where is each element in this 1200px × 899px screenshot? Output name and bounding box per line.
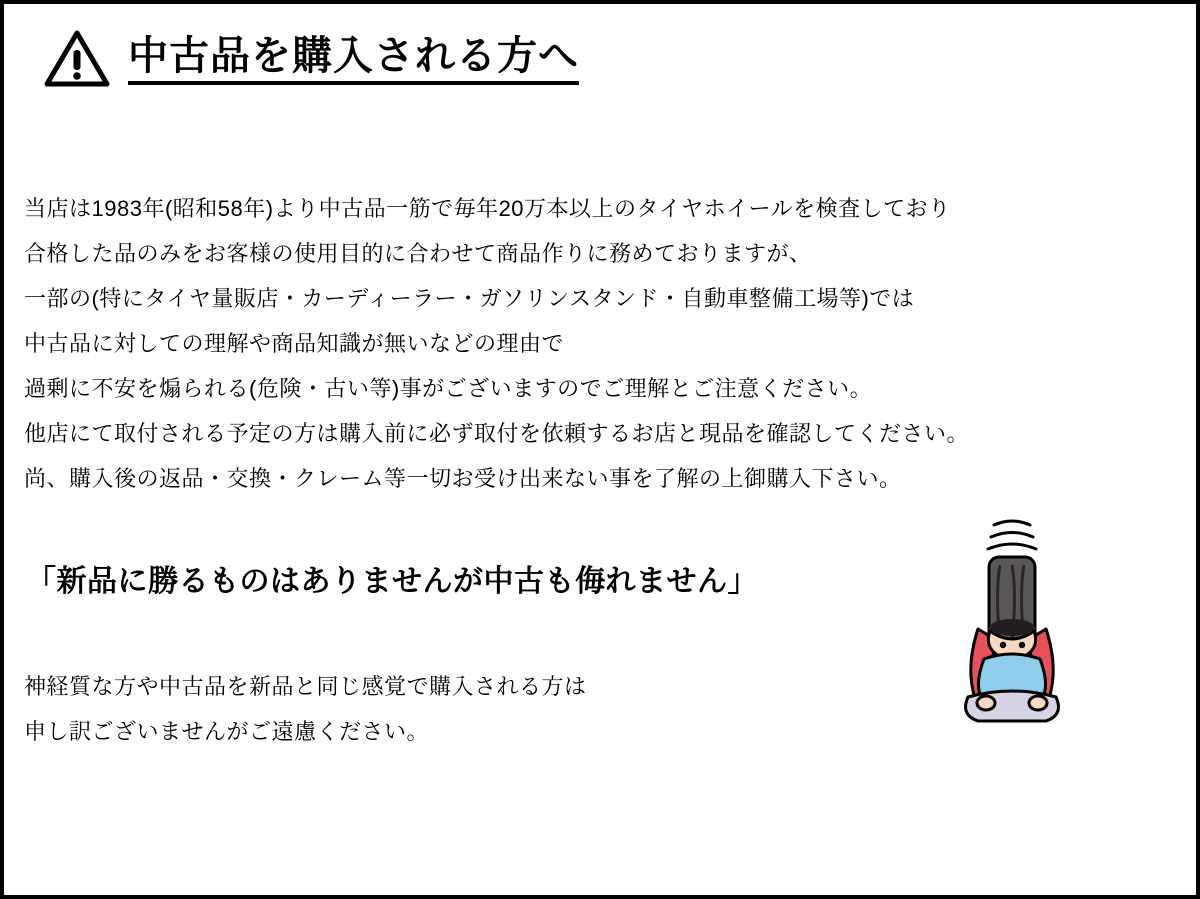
footer-line: 神経質な方や中古品を新品と同じ感覚で購入される方は — [24, 674, 587, 699]
body-line: 合格した品のみをお客様の使用目的に合わせて商品作りに務めておりますが、 — [24, 241, 812, 266]
body-line: 一部の(特にタイヤ量販店・カーディーラー・ガソリンスタンド・自動車整備工場等)では — [24, 286, 915, 311]
body-line: 中古品に対しての理解や商品知識が無いなどの理由で — [24, 331, 565, 356]
warning-triangle-icon — [44, 30, 110, 88]
page-header — [44, 30, 579, 88]
body-line: 他店にて取付される予定の方は購入前に必ず取付を依頼するお店と現品を確認してください。 — [24, 421, 970, 446]
page-title: 中古品を購入される方へ — [128, 33, 579, 85]
body-text-block — [24, 186, 1024, 501]
footer-line: 申し訳ございませんがご遠慮ください。 — [24, 719, 430, 744]
body-line: 尚、購入後の返品・交換・クレーム等一切お受け出来ない事を了解の上御購入下さい。 — [24, 466, 902, 491]
bowing-person-with-tire-illustration — [934, 509, 1134, 754]
body-line: 当店は1983年(昭和58年)より中古品一筋で毎年20万本以上のタイヤホイールを検査しており — [24, 196, 951, 221]
footer-text-block — [24, 664, 924, 754]
quote-block — [26, 560, 986, 604]
quote-line: 「新品に勝るものはありませんが中古も侮れません」 — [26, 565, 758, 598]
body-line: 過剰に不安を煽られる(危険・古い等)事がございますのでご理解とご注意ください。 — [24, 376, 873, 401]
